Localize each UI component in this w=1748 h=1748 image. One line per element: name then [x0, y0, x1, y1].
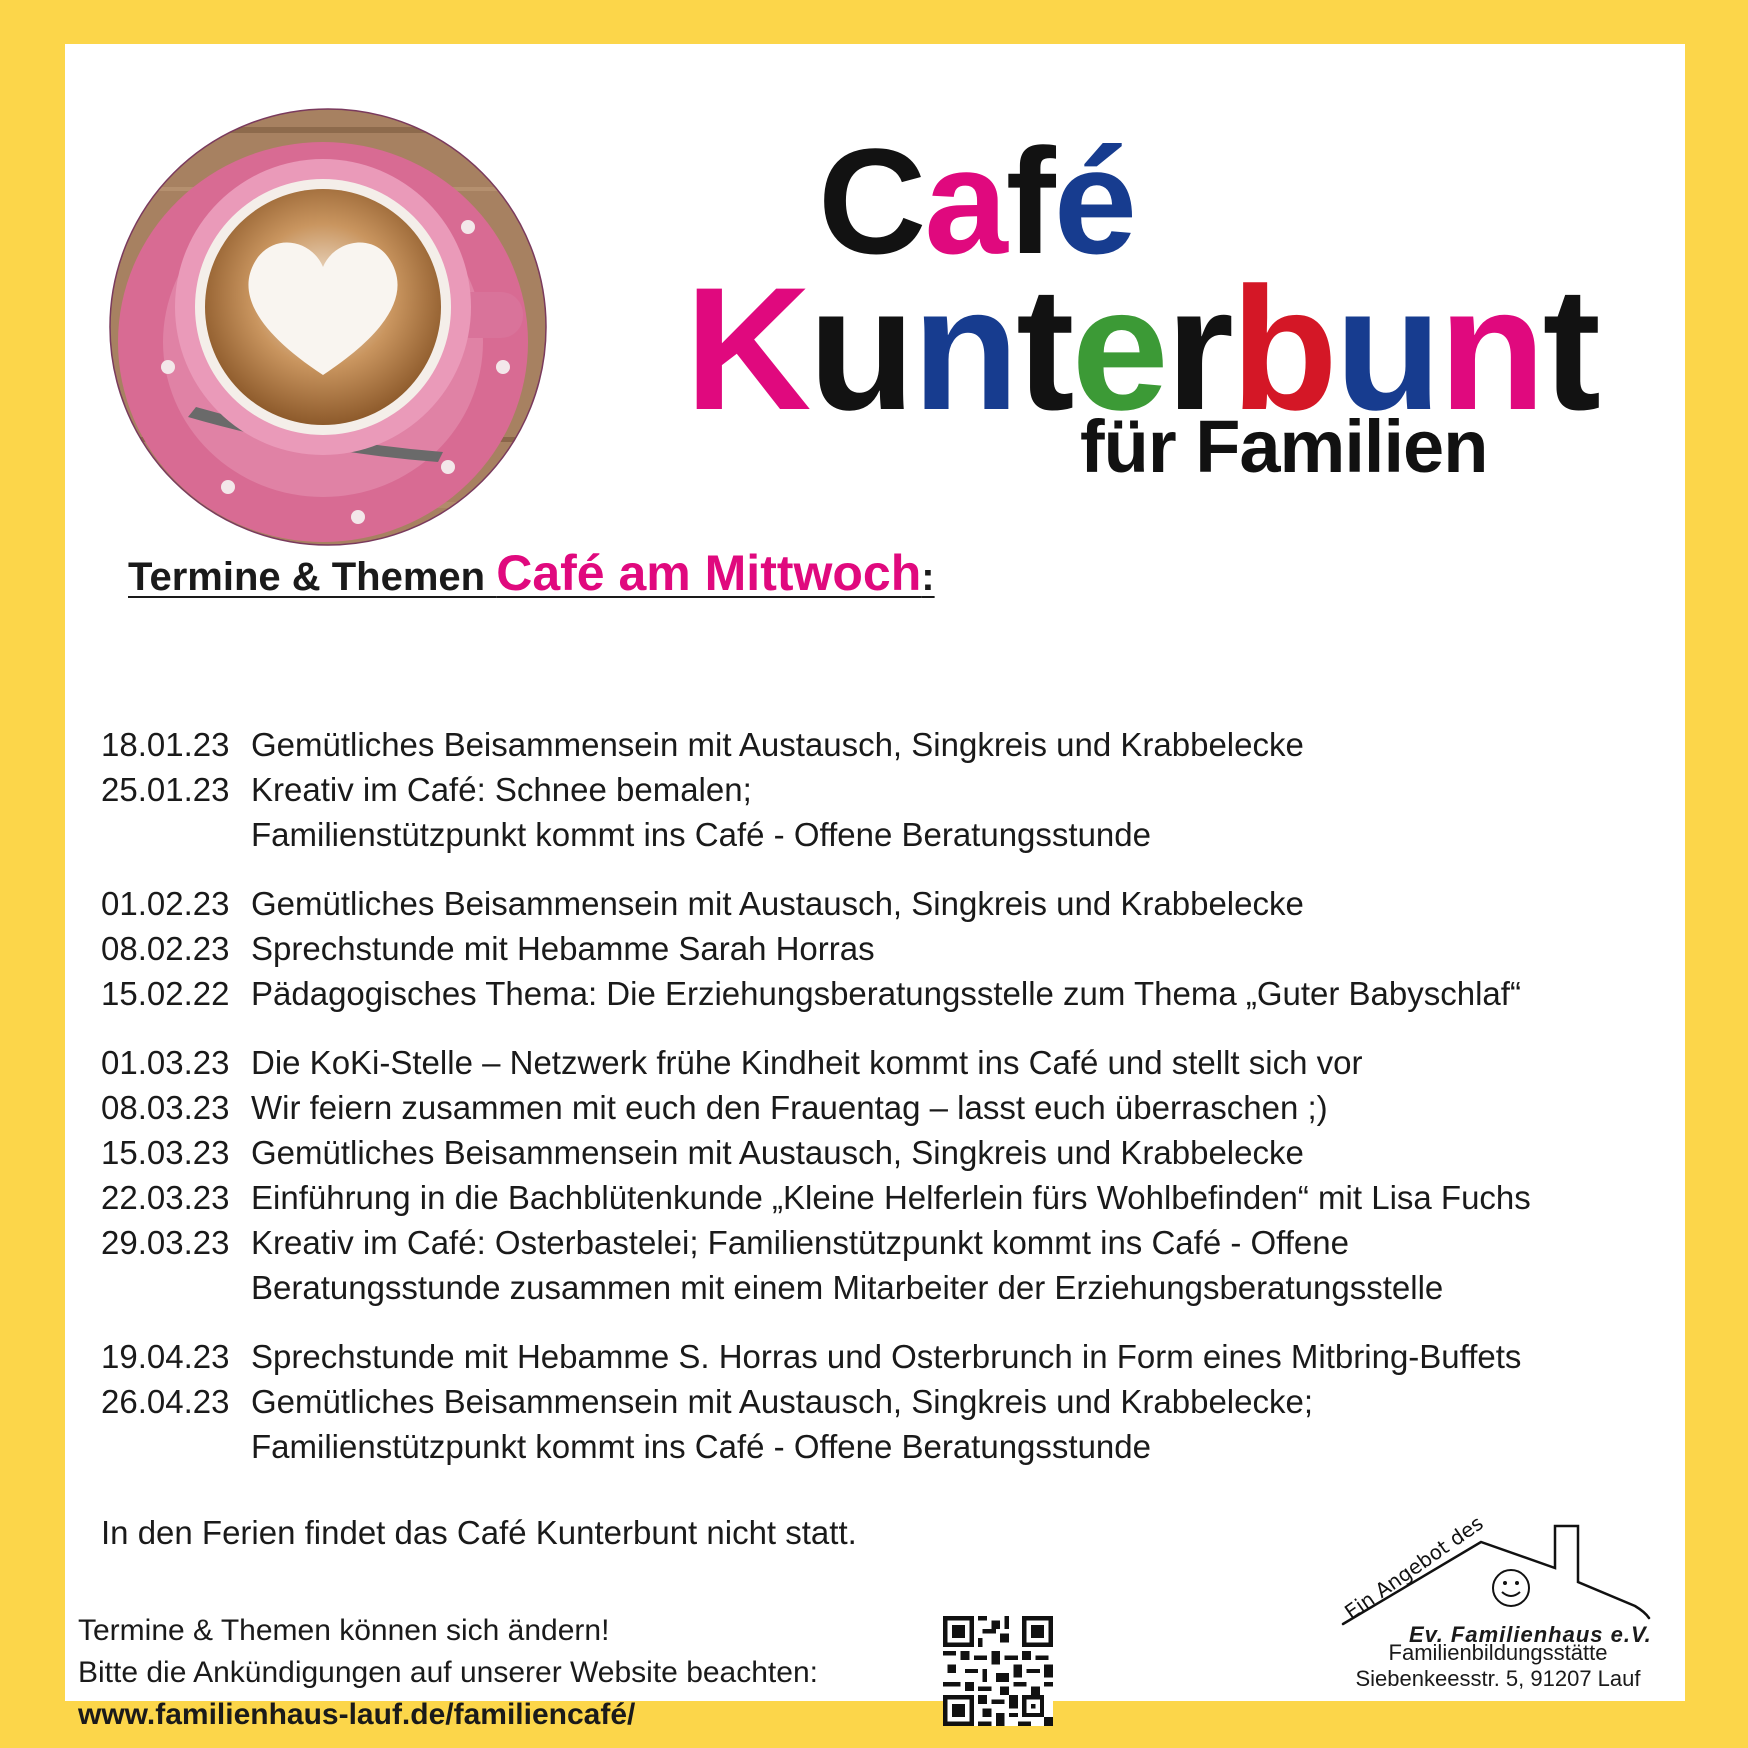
schedule-entry	[101, 1130, 1661, 1175]
entry-date: 15.02.22	[101, 975, 230, 1012]
entry-text: Gemütliches Beisammensein mit Austausch, Singkreis und Krabbelecke	[251, 885, 1304, 922]
schedule-heading	[128, 544, 935, 602]
month-gap	[101, 1016, 1661, 1040]
schedule-entry	[101, 1220, 1661, 1310]
website-link[interactable]: www.familienhaus-lauf.de/familiencafé/	[78, 1698, 636, 1731]
schedule-entry	[101, 1175, 1661, 1220]
entry-date: 18.01.23	[101, 726, 230, 763]
entry-text: Die KoKi-Stelle – Netzwerk frühe Kindheit kommt ins Café und stellt sich vor	[251, 1044, 1363, 1081]
schedule-entry	[101, 926, 1661, 971]
logo-line-1: Familienbildungsstätte	[1388, 1640, 1608, 1665]
entry-text: Einführung in die Bachblütenkunde „Kleine Helferlein fürs Wohlbefinden“ mit Lisa Fuchs	[251, 1179, 1531, 1216]
flyer	[65, 44, 1685, 1731]
title-letter: C	[818, 117, 925, 285]
entry-text: Wir feiern zusammen mit euch den Frauentag – lasst euch überraschen ;)	[251, 1089, 1328, 1126]
schedule-entry	[101, 1379, 1661, 1469]
entry-date: 08.02.23	[101, 930, 230, 967]
footer-line-1: Termine & Themen können sich ändern!	[78, 1614, 610, 1647]
entry-date: 22.03.23	[101, 1179, 230, 1216]
entry-text: Sprechstunde mit Hebamme S. Horras und Osterbrunch in Form eines Mitbring-Buffets	[251, 1338, 1522, 1375]
schedule-entry	[101, 1085, 1661, 1130]
title-letter: é	[1053, 117, 1136, 285]
schedule-entry	[101, 971, 1661, 1016]
familienhaus-logo	[1333, 1506, 1663, 1696]
entry-text: Gemütliches Beisammensein mit Austausch, Singkreis und Krabbelecke	[251, 1134, 1304, 1171]
entry-date: 01.02.23	[101, 885, 230, 922]
entry-text: Gemütliches Beisammensein mit Austausch, Singkreis und Krabbelecke; Familienstützpunkt kommt ins Café - Offene Beratungsstunde	[251, 1383, 1314, 1465]
entry-text: Gemütliches Beisammensein mit Austausch, Singkreis und Krabbelecke	[251, 726, 1304, 763]
title-letter: n	[1438, 252, 1543, 447]
schedule-entry	[101, 722, 1661, 767]
heading-prefix: Termine & Themen	[128, 555, 497, 599]
footer-info	[78, 1610, 818, 1736]
logo-arc-text: Ein Angebot des	[1340, 1510, 1488, 1625]
title-letter: f	[1005, 117, 1054, 285]
entry-date: 29.03.23	[101, 1224, 230, 1261]
entry-date: 26.04.23	[101, 1383, 230, 1420]
entry-text: Pädagogisches Thema: Die Erziehungsberatungsstelle zum Thema „Guter Babyschlaf“	[251, 975, 1521, 1012]
title-letter: b	[1230, 252, 1335, 447]
title-letter: t	[1542, 252, 1598, 447]
schedule-list	[101, 722, 1661, 1469]
entry-date: 08.03.23	[101, 1089, 230, 1126]
entry-date: 19.04.23	[101, 1338, 230, 1375]
footer-line-2: Bitte die Ankündigungen auf unserer Website beachten:	[78, 1656, 818, 1689]
schedule-entry	[101, 767, 1661, 857]
holiday-note: In den Ferien findet das Café Kunterbunt nicht statt.	[101, 1514, 857, 1551]
title-fuer-familien: für Familien	[1080, 405, 1488, 488]
schedule-entry	[101, 1040, 1661, 1085]
title-letter: r	[1165, 252, 1231, 447]
title-letter: K	[685, 252, 809, 447]
qr-code-icon[interactable]	[943, 1616, 1053, 1726]
title-letter: t	[1016, 252, 1072, 447]
entry-text: Kreativ im Café: Osterbastelei; Familienstützpunkt kommt ins Café - Offene Beratungsstunde zusammen mit einem Mitarbeiter der Erziehungsberatungsstelle	[251, 1224, 1444, 1306]
title-letter: n	[912, 252, 1017, 447]
title-letter: e	[1071, 252, 1166, 447]
title-letter: a	[924, 117, 1006, 285]
heading-suffix: :	[921, 555, 935, 599]
title-letter: u	[808, 252, 913, 447]
heading-highlight: Café am Mittwoch	[496, 545, 922, 601]
schedule-entry	[101, 1334, 1661, 1379]
entry-date: 01.03.23	[101, 1044, 230, 1081]
title-letter: u	[1334, 252, 1439, 447]
entry-date: 25.01.23	[101, 771, 230, 808]
coffee-cup-photo	[108, 107, 548, 547]
logo-line-2: Siebenkeesstr. 5, 91207 Lauf	[1355, 1666, 1641, 1691]
entry-text: Sprechstunde mit Hebamme Sarah Horras	[251, 930, 875, 967]
month-gap	[101, 1310, 1661, 1334]
entry-text: Kreativ im Café: Schnee bemalen; Familienstützpunkt kommt ins Café - Offene Beratungsstunde	[251, 771, 1151, 853]
entry-date: 15.03.23	[101, 1134, 230, 1171]
logo-brand: Ev. Familienhaus e.V.	[1409, 1622, 1652, 1647]
month-gap	[101, 857, 1661, 881]
schedule-entry	[101, 881, 1661, 926]
